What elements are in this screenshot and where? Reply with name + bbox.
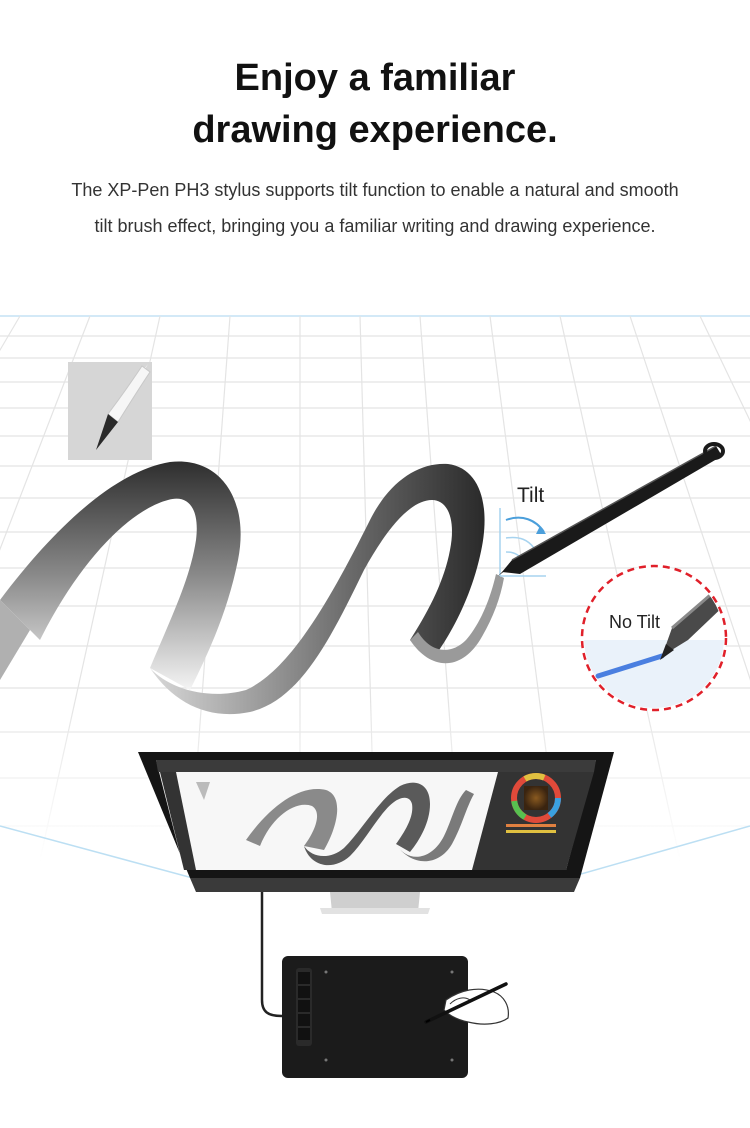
subtitle-line-1: The XP-Pen PH3 stylus supports tilt function to enable a natural and smooth [71,180,679,200]
no-tilt-inset [580,566,740,720]
tilt-brush-stroke [0,461,504,714]
headline-line-1: Enjoy a familiar [234,57,516,99]
usb-cable [262,892,282,1016]
subtitle-line-2: tilt brush effect, bringing you a familiar writing and drawing experience. [94,216,656,236]
stylus-pen [498,444,723,576]
headline-line-2: drawing experience. [192,109,558,151]
monitor [138,752,614,914]
tilt-label: Tilt [517,484,545,507]
brush-tip-icon [68,362,152,460]
page-headline [0,52,750,156]
page-subtitle [30,172,720,244]
no-tilt-label: No Tilt [609,612,661,632]
illustration-scene [0,312,750,1128]
